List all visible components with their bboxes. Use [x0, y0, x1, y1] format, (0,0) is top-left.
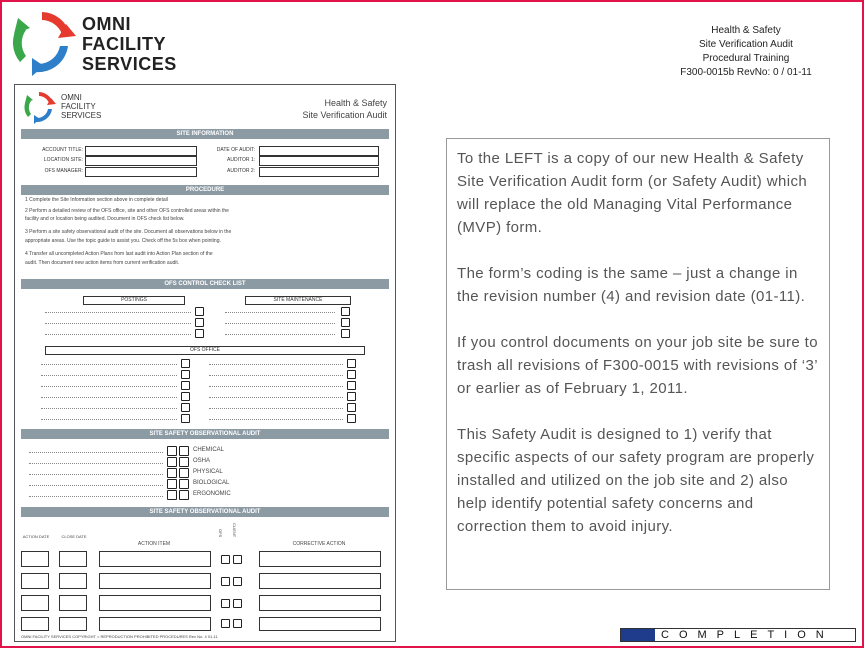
- corrective-action-cell[interactable]: [259, 595, 381, 611]
- procedure-step-4b: audit. Then document new action items from current verification audit.: [25, 260, 180, 266]
- date-of-audit-field[interactable]: [259, 146, 379, 156]
- action-date-cell[interactable]: [21, 573, 49, 589]
- ofs-check[interactable]: [221, 599, 230, 608]
- site-maintenance-header: SITE MAINTENANCE: [245, 296, 351, 305]
- form-title-line-2: Site Verification Audit: [302, 110, 387, 120]
- corrective-action-cell[interactable]: [259, 617, 381, 631]
- ofs-check[interactable]: [221, 577, 230, 586]
- site-checkbox[interactable]: [341, 307, 350, 316]
- site-checkbox[interactable]: [341, 318, 350, 327]
- obs-osha: OSHA: [193, 458, 211, 464]
- action-item-cell[interactable]: [99, 573, 211, 589]
- label-auditor-1: AUDITOR 1:: [227, 157, 255, 163]
- observation-checkbox[interactable]: [179, 490, 189, 500]
- ofs-check[interactable]: [221, 555, 230, 564]
- form-brand-line-1: OMNI: [61, 93, 82, 102]
- observation-checkbox[interactable]: [167, 479, 177, 489]
- action-item-cell[interactable]: [99, 617, 211, 631]
- section-site-information: SITE INFORMATION: [21, 129, 389, 139]
- form-logo: [21, 89, 141, 129]
- recycle-arrows-icon: [6, 6, 78, 78]
- obs-physical: PHYSICAL: [193, 469, 223, 475]
- client-check[interactable]: [233, 577, 242, 586]
- col-corrective-action: CORRECTIVE ACTION: [292, 541, 346, 547]
- label-date-of-audit: DATE OF AUDIT:: [216, 147, 255, 153]
- observation-checkbox[interactable]: [167, 446, 177, 456]
- explanation-paragraph-3: If you control documents on your job site be sure to trash all revisions of F300-0015 with revisions of ‘3’ or earlier as of February 1, 2011.: [457, 334, 818, 397]
- brand-line-2: FACILITY: [82, 34, 166, 54]
- explanation-paragraph-1: To the LEFT is a copy of our new Health & Safety Site Verification Audit form (or Safety Audit) which will replace the old Managing Vital Performance (MVP) form.: [457, 150, 808, 236]
- ofs-checkbox[interactable]: [181, 414, 190, 423]
- ofs-checkbox[interactable]: [347, 392, 356, 401]
- location-site-field[interactable]: [85, 156, 197, 166]
- action-date-cell[interactable]: [21, 551, 49, 567]
- label-location-site: LOCATION SITE:: [43, 157, 83, 163]
- section-observational-audit-2: SITE SAFETY OBSERVATIONAL AUDIT: [21, 507, 389, 517]
- explanation-paragraph-4: This Safety Audit is designed to 1) verify that specific aspects of our safety program are properly installed and utilized on the job site and 2) also help identify potential safety concerns and correction them to avoid injury.: [457, 426, 815, 535]
- header-line-1: Health & Safety: [711, 25, 781, 36]
- section-observational-audit: SITE SAFETY OBSERVATIONAL AUDIT: [21, 429, 389, 439]
- form-brand-line-2: FACILITY: [61, 102, 96, 111]
- form-brand-line-3: SERVICES: [61, 111, 102, 120]
- ofs-office-header: OFS OFFICE: [45, 346, 365, 355]
- ofs-checkbox[interactable]: [347, 359, 356, 368]
- close-date-cell[interactable]: [59, 595, 87, 611]
- action-date-cell[interactable]: [21, 617, 49, 631]
- observation-checkbox[interactable]: [179, 457, 189, 467]
- procedure-step-3b: appropriate areas. Use the topic guide to assist you. Check off the 5s box when pointing.: [25, 238, 221, 244]
- brand-line-3: SERVICES: [82, 54, 177, 74]
- col-action-item: ACTION ITEM: [137, 541, 171, 547]
- procedure-step-2b: facility and or location being audited. Document in OFS check list below.: [25, 216, 185, 222]
- action-item-cell[interactable]: [99, 595, 211, 611]
- ofs-checkbox[interactable]: [181, 403, 190, 412]
- action-date-cell[interactable]: [21, 595, 49, 611]
- form-title-line-1: Health & Safety: [324, 98, 387, 108]
- posting-checkbox[interactable]: [195, 318, 204, 327]
- client-check[interactable]: [233, 619, 242, 628]
- audit-form-preview: [14, 84, 396, 642]
- close-date-cell[interactable]: [59, 573, 87, 589]
- site-checkbox[interactable]: [341, 329, 350, 338]
- procedure-step-3a: 3 Perform a site safety observational audit of the site. Document all observations below in the: [25, 229, 232, 235]
- obs-biological: BIOLOGICAL: [193, 480, 230, 486]
- posting-checkbox[interactable]: [195, 307, 204, 316]
- ofs-checkbox[interactable]: [181, 370, 190, 379]
- section-ofs-checklist: OFS CONTROL CHECK LIST: [21, 279, 389, 289]
- completion-label: COMPLETION: [661, 629, 834, 641]
- corrective-action-cell[interactable]: [259, 573, 381, 589]
- postings-header: POSTINGS: [83, 296, 185, 305]
- ofs-checkbox[interactable]: [347, 414, 356, 423]
- observation-checkbox[interactable]: [179, 468, 189, 478]
- col-action-date: ACTION DATE: [22, 534, 50, 539]
- ofs-manager-field[interactable]: [85, 167, 197, 177]
- auditor-2-field[interactable]: [259, 167, 379, 177]
- client-check[interactable]: [233, 555, 242, 564]
- recycle-arrows-icon: [21, 89, 57, 125]
- obs-chemical: CHEMICAL: [193, 447, 225, 453]
- form-title: [302, 97, 387, 121]
- procedure-step-2a: 2 Perform a detailed review of the OFS office, site and other OFS controlled areas within the: [25, 208, 229, 214]
- document-header: [646, 24, 846, 80]
- action-item-cell[interactable]: [99, 551, 211, 567]
- header-line-3: Procedural Training: [702, 53, 790, 64]
- procedure-step-4a: 4 Transfer all uncompleted Action Plans from last audit into Action Plan section of the: [25, 251, 213, 257]
- close-date-cell[interactable]: [59, 617, 87, 631]
- corrective-action-cell[interactable]: [259, 551, 381, 567]
- obs-ergonomic: ERGONOMIC: [193, 491, 231, 497]
- col-close-date: CLOSE DATE: [61, 534, 87, 539]
- label-ofs-manager: OFS MANAGER:: [44, 168, 83, 174]
- client-check[interactable]: [233, 599, 242, 608]
- explanation-paragraph-2: The form’s coding is the same – just a change in the revision number (4) and revision date (01-11).: [457, 265, 806, 305]
- ofs-checkbox[interactable]: [181, 392, 190, 401]
- col-client: CLIENT: [232, 523, 237, 538]
- ofs-checkbox[interactable]: [347, 403, 356, 412]
- observation-checkbox[interactable]: [167, 490, 177, 500]
- form-footer: OMNI FACILITY SERVICES COPYRIGHT = REPRODUCTION PROHIBITED PROCEDURES Rev No. 4 01-11: [21, 634, 218, 639]
- ofs-checkbox[interactable]: [181, 381, 190, 390]
- header-line-2: Site Verification Audit: [699, 39, 793, 50]
- company-logo: [6, 6, 186, 82]
- ofs-checkbox[interactable]: [347, 370, 356, 379]
- ofs-checkbox[interactable]: [181, 359, 190, 368]
- completion-accent: [621, 629, 655, 641]
- explanation-panel: [446, 138, 830, 590]
- col-ofs: OFS: [218, 529, 223, 538]
- observation-checkbox[interactable]: [179, 446, 189, 456]
- completion-bar: [620, 628, 856, 642]
- posting-checkbox[interactable]: [195, 329, 204, 338]
- header-line-4: F300-0015b RevNo: 0 / 01-11: [680, 67, 812, 78]
- account-title-field[interactable]: [85, 146, 197, 156]
- observation-checkbox[interactable]: [179, 479, 189, 489]
- brand-line-1: OMNI: [82, 14, 131, 34]
- label-auditor-2: AUDITOR 2:: [227, 168, 255, 174]
- procedure-step-1: 1 Complete the Site Information section above in complete detail: [25, 197, 168, 203]
- close-date-cell[interactable]: [59, 551, 87, 567]
- ofs-checkbox[interactable]: [347, 381, 356, 390]
- section-procedure: PROCEDURE: [21, 185, 389, 195]
- observation-checkbox[interactable]: [167, 457, 177, 467]
- ofs-check[interactable]: [221, 619, 230, 628]
- label-account-title: ACCOUNT TITLE:: [42, 147, 83, 153]
- observation-checkbox[interactable]: [167, 468, 177, 478]
- auditor-1-field[interactable]: [259, 156, 379, 166]
